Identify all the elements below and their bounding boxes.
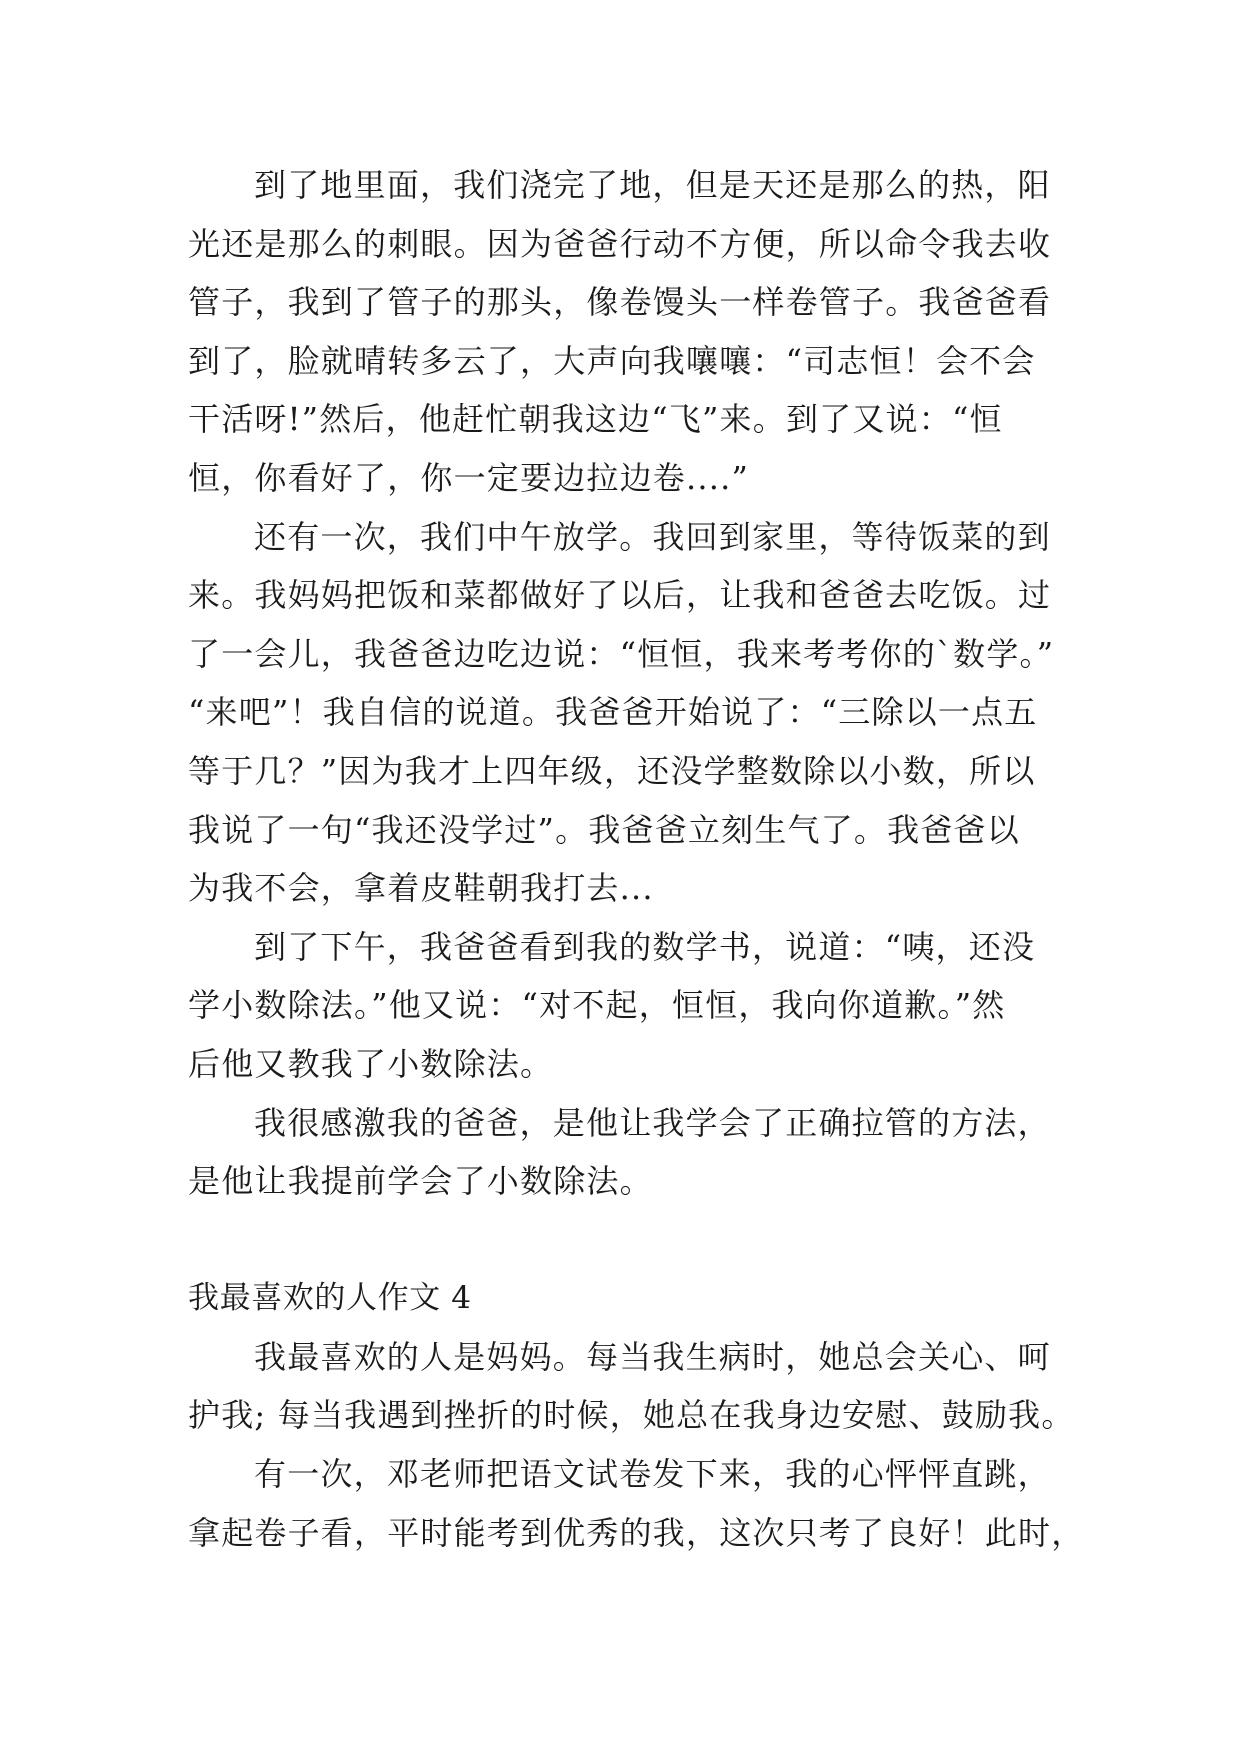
paragraph <box>188 1328 1075 1445</box>
text-line: 为我不会，拿着皮鞋朝我打去... <box>188 869 654 908</box>
text-line: 拿起卷子看，平时能考到优秀的我，这次只考了良好！此时， <box>188 1513 1085 1552</box>
text-line: 来。我妈妈把饭和菜都做好了以后，让我和爸爸去吃饭。过 <box>188 576 1052 615</box>
text-line: 到了地里面，我们浇完了地，但是天还是那么的热，阳 <box>254 166 1051 204</box>
text-line: 后他又教我了小数除法。 <box>188 1044 554 1083</box>
text-line: 有一次，邓老师把语文试卷发下来，我的心怦怦直跳， <box>254 1455 1051 1494</box>
paragraph <box>188 918 1068 1094</box>
text-line: 学小数除法。”他又说：“对不起，恒恒，我向你道歉。”然 <box>188 986 1006 1025</box>
text-line: “来吧”！我自信的说道。我爸爸开始说了：“三除以一点五 <box>188 693 1038 732</box>
text-line: 到了下午，我爸爸看到我的数学书，说道：“咦，还没 <box>254 927 1036 966</box>
text-line: 光还是那么的刺眼。因为爸爸行动不方便，所以命令我去收 <box>188 224 1052 263</box>
text-line: 是他让我提前学会了小数除法。 <box>188 1162 653 1201</box>
text-line: 到了，脸就晴转多云了，大声向我嚷嚷：“司志恒！会不会 <box>188 341 1036 380</box>
paragraph-spacer <box>188 1211 1068 1270</box>
text-line: 我最喜欢的人是妈妈。每当我生病时，她总会关心、呵 <box>254 1337 1051 1376</box>
text-line: 了一会儿，我爸爸边吃边说：“恒恒，我来考考你的`数学。” <box>188 634 1055 673</box>
text-line: 恒，你看好了，你一定要边拉边卷....” <box>188 458 750 497</box>
text-line: 护我; 每当我遇到挫折的时候，她总在我身边安慰、鼓励我。 <box>188 1396 1075 1435</box>
paragraph <box>188 1445 1085 1562</box>
text-line: 还有一次，我们中午放学。我回到家里，等待饭菜的到 <box>254 517 1051 556</box>
text-line: 管子，我到了管子的那头，像卷馒头一样卷管子。我爸爸看 <box>188 283 1052 322</box>
text-line: 我很感激我的爸爸，是他让我学会了正确拉管的方法， <box>254 1103 1051 1142</box>
paragraph <box>188 1094 1068 1211</box>
document-body <box>188 156 1085 1562</box>
paragraph <box>188 156 1068 508</box>
text-line: 等于几？”因为我才上四年级，还没学整数除以小数，所以 <box>188 751 1036 790</box>
text-line: 我说了一句“我还没学过”。我爸爸立刻生气了。我爸爸以 <box>188 810 1020 849</box>
text-line: 干活呀!”然后，他赶忙朝我这边“飞”来。到了又说：“恒 <box>188 400 1003 439</box>
section-heading: 我最喜欢的人作文 4 <box>188 1280 472 1317</box>
paragraph <box>188 508 1068 918</box>
